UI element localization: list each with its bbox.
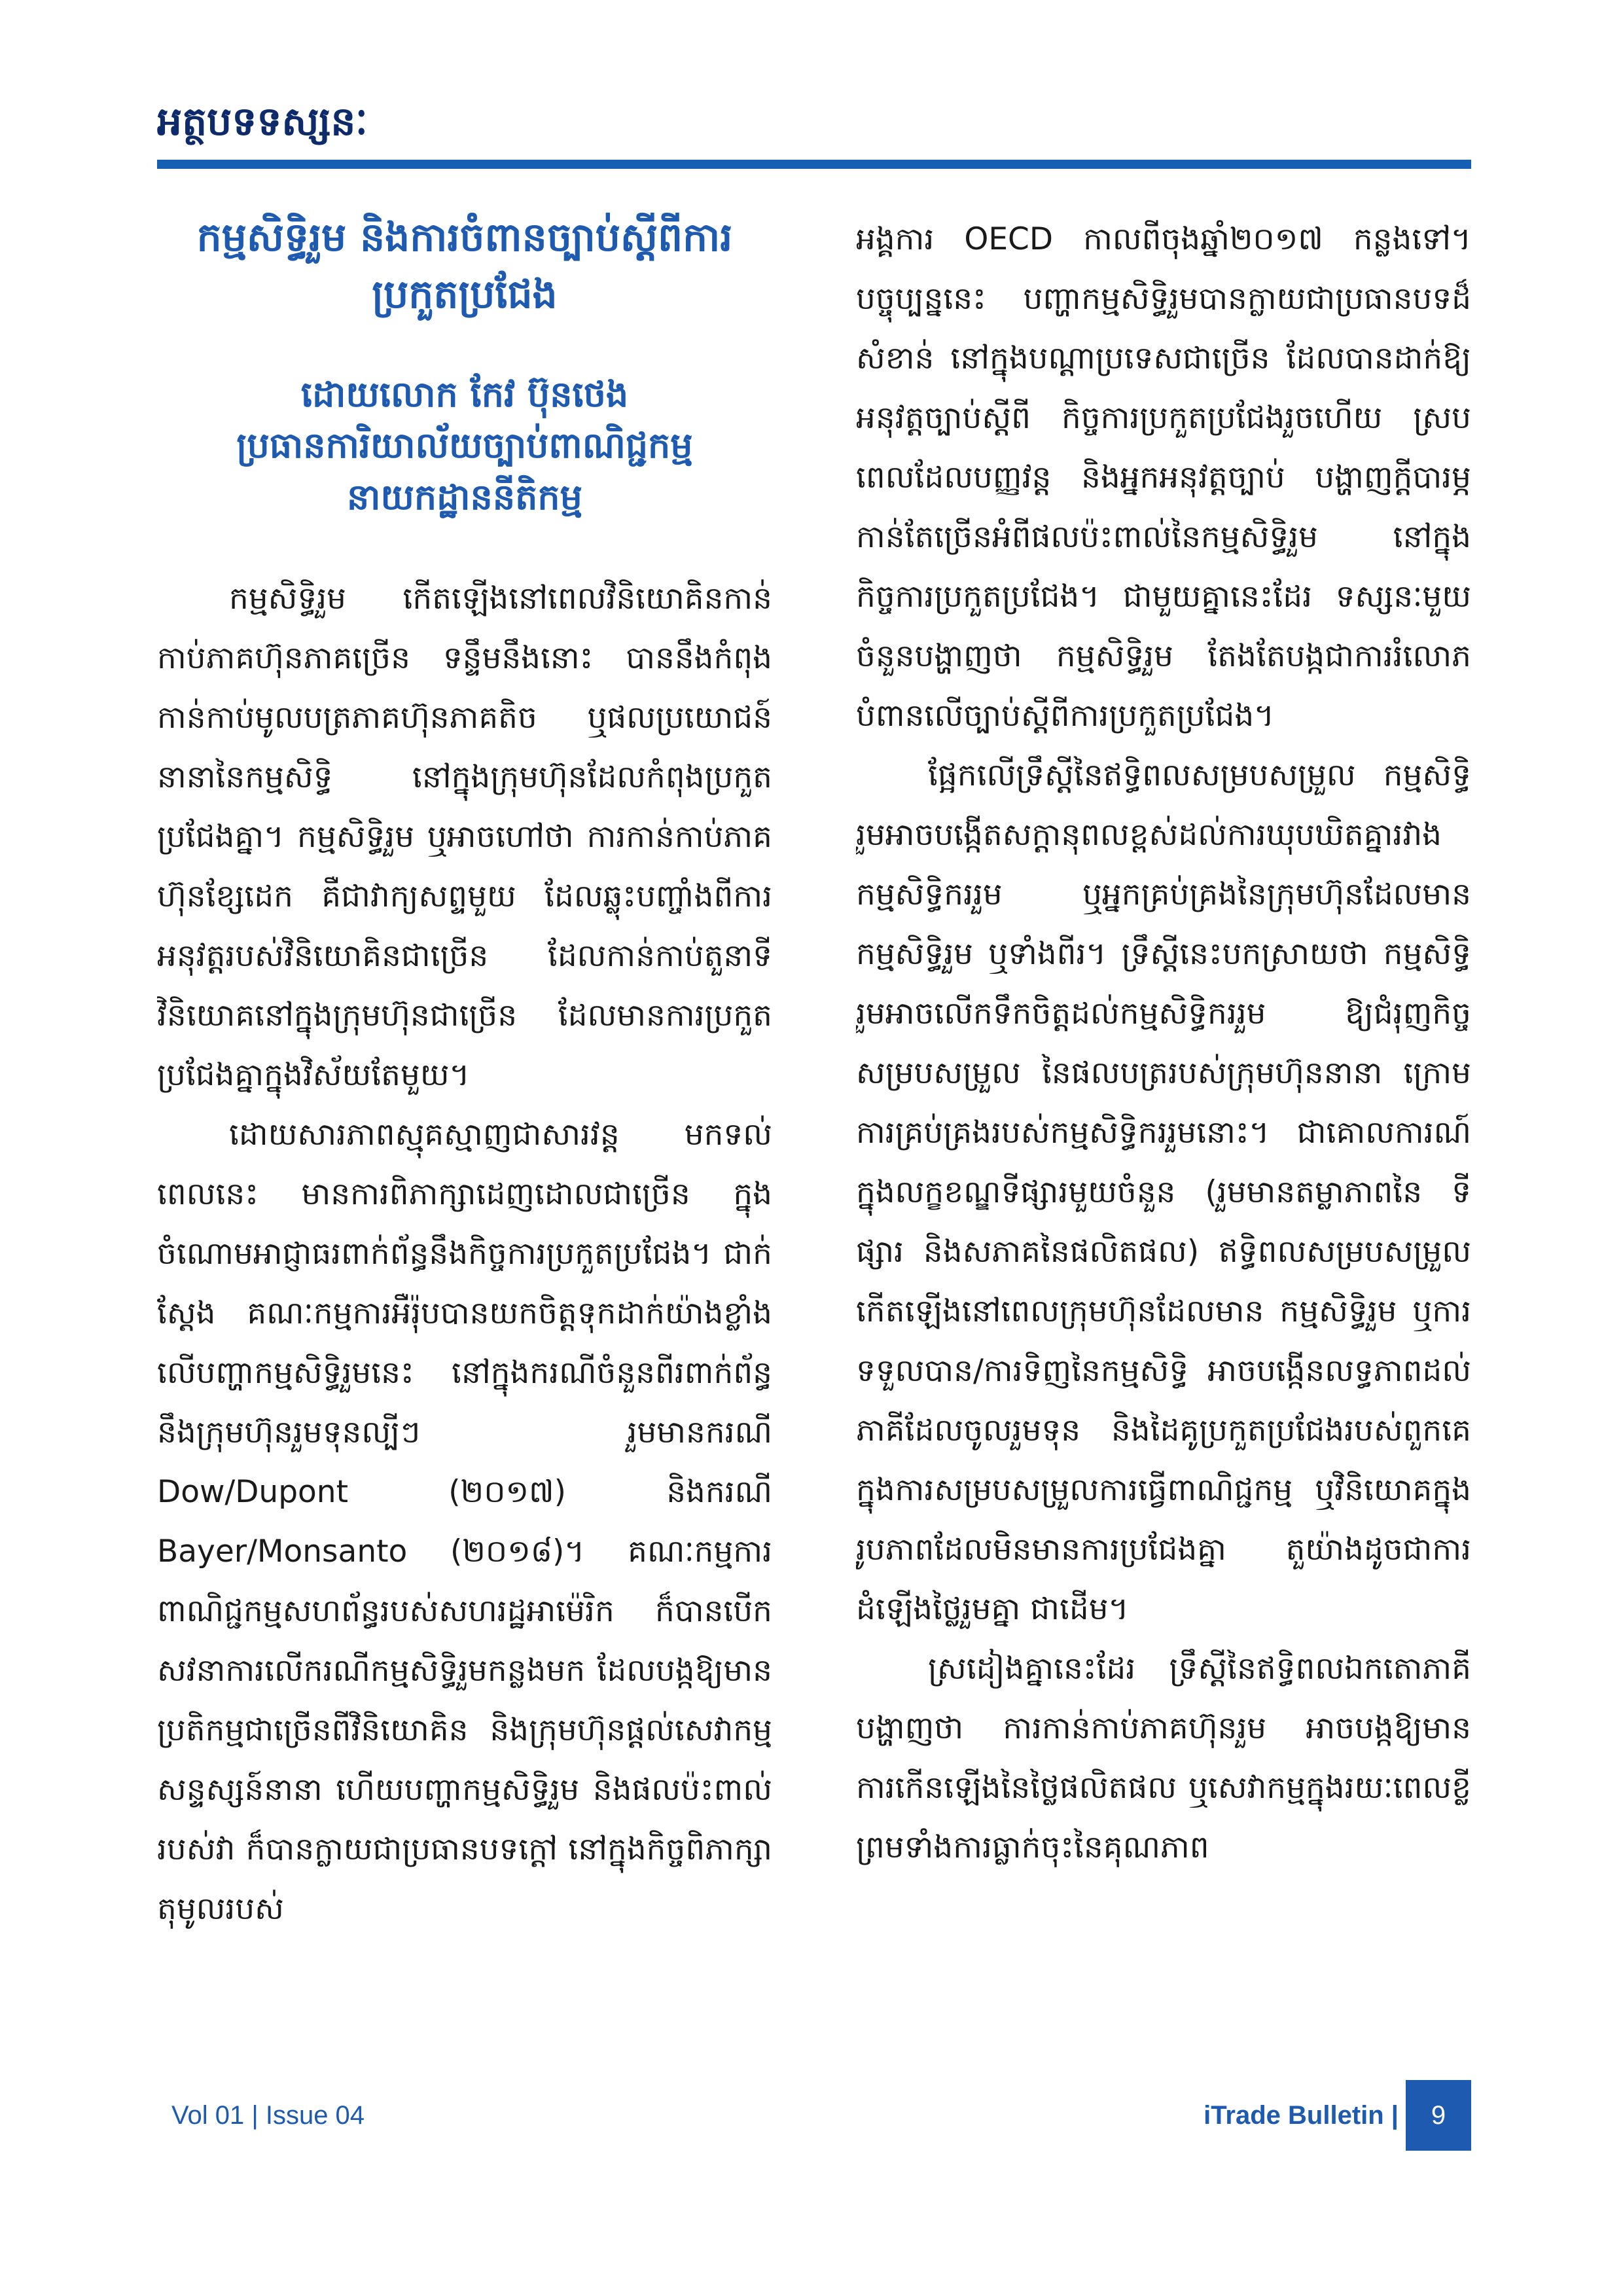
body-paragraph: កម្មសិទ្ធិរួម កើតឡើងនៅពេលវិនិយោគិនកាន់កាប់ភាគហ៊ុនភាគច្រើន ទន្ទឹមនឹងនោះ បាននឹងកំពុងកាន់កាប់មូលបត្រភាគហ៊ុនភាគតិច ឬផលប្រយោជន៍នានានៃកម្មសិទ្ធិ នៅក្នុងក្រុមហ៊ុនដែលកំពុងប្រកួតប្រជែងគ្នា។ កម្មសិទ្ធិរួម ឬអាចហៅថា ការកាន់កាប់ភាគហ៊ុនខ្សែដេក គឺជាវាក្យសព្ទមួយ ដែលឆ្លុះបញ្ចាំងពីការអនុវត្តរបស់វិនិយោគិនជាច្រើន ដែលកាន់កាប់តួនាទីវិនិយោគនៅក្នុងក្រុមហ៊ុនជាច្រើន ដែលមានការប្រកួតប្រជែងគ្នាក្នុងវិស័យតែមួយ។ (157, 580, 772, 1093)
article-title: កម្មសិទ្ធិរួម និងការចំពានច្បាប់ស្ដីពីការប្រកួតប្រជែង (196, 215, 733, 317)
byline (157, 369, 772, 523)
body-paragraph: ដោយសារភាពស្មុគស្មាញជាសារវន្ត មកទល់ពេលនេះ មានការពិភាក្សាដេញដោលជាច្រើន ក្នុងចំណោមអាជ្ញាធរពាក់ព័ន្ធនឹងកិច្ចការប្រកួតប្រជែង។ ជាក់ស្ដែង គណៈកម្មការអឺរ៉ុបបានយកចិត្តទុកដាក់យ៉ាងខ្លាំង លើបញ្ហាកម្មសិទ្ធិរួមនេះ នៅក្នុងករណីចំនួនពីរពាក់ព័ន្ធនឹងក្រុមហ៊ុនរួមទុនល្បីៗ រួមមានករណី Dow/Dupont (២០១៧) និងករណី Bayer/Monsanto (២០១៨)។ គណៈកម្មការពាណិជ្ជកម្មសហព័ន្ធរបស់សហរដ្ឋអាម៉េរិក ក៏បានបើកសវនាការលើករណីកម្មសិទ្ធិរួមកន្លងមក ដែលបង្កឱ្យមានប្រតិកម្មជាច្រើនពីវិនិយោគិន និងក្រុមហ៊ុនផ្ដល់សេវាកម្មសន្ទស្សន៍នានា ហើយបញ្ហាកម្មសិទ្ធិរួម និងផលប៉ះពាល់របស់វា ក៏បានក្លាយជាប្រធានបទក្ដៅ នៅក្នុងកិច្ចពិភាក្សាតុមូលរបស់ (157, 1116, 772, 1927)
left-column (157, 209, 772, 2049)
body-paragraph: ផ្អែកលើទ្រឹស្ដីនៃឥទ្ធិពលសម្របសម្រួល កម្មសិទ្ធិរួមអាចបង្កើតសក្ដានុពលខ្ពស់ដល់ការឃុបឃិតគ្នារវាងកម្មសិទ្ធិកររួម ឬអ្នកគ្រប់គ្រងនៃក្រុមហ៊ុនដែលមានកម្មសិទ្ធិរួម ឬទាំងពីរ។ ទ្រឹស្ដីនេះបកស្រាយថា កម្មសិទ្ធិរួមអាចលើកទឹកចិត្តដល់កម្មសិទ្ធិកររួម ឱ្យជំរុញកិច្ចសម្របសម្រួល នៃផលបត្ររបស់ក្រុមហ៊ុននានា ក្រោមការគ្រប់គ្រងរបស់កម្មសិទ្ធិកររួមនោះ។ ជាគោលការណ៍ ក្នុងលក្ខខណ្ឌទីផ្សារមួយចំនួន (រួមមានតម្លាភាពនៃ ទីផ្សារ និងសភាគនៃផលិតផល) ឥទ្ធិពលសម្របសម្រួលកើតឡើងនៅពេលក្រុមហ៊ុនដែលមាន កម្មសិទ្ធិរួម ឬការទទួលបាន/ការទិញនៃកម្មសិទ្ធិ អាចបង្កើនលទ្ធភាពដល់ភាគីដែលចូលរួមទុន និងដៃគូប្រកួតប្រជែងរបស់ពួកគេ ក្នុងការសម្របសម្រួលការធ្វើពាណិជ្ជកម្ម ឬវិនិយោគក្នុងរូបភាពដែលមិនមានការប្រជែងគ្នា តួយ៉ាងដូចជាការដំឡើងថ្លៃរួមគ្នា ជាដើម។ (856, 757, 1471, 1627)
footer-volume-issue: Vol 01 | Issue 04 (171, 2101, 365, 2130)
section-label: អត្ថបទទស្សនៈ (157, 99, 368, 145)
page-number: 9 (1406, 2080, 1471, 2151)
right-column (856, 209, 1471, 2049)
header-rule (157, 160, 1471, 169)
author-name: ដោយលោក កែវ ប៊ុនថេង (300, 374, 629, 415)
body-paragraph: អង្គការ OECD កាលពីចុងឆ្នាំ២០១៧ កន្លងទៅ។ បច្ចុប្បន្ននេះ បញ្ហាកម្មសិទ្ធិរួមបានក្លាយជាប្រធានបទដ៏សំខាន់ នៅក្នុងបណ្ដាប្រទេសជាច្រើន ដែលបានដាក់ឱ្យអនុវត្តច្បាប់ស្ដីពី កិច្ចការប្រកួតប្រជែងរួចហើយ ស្របពេលដែលបញ្ញវន្ត និងអ្នកអនុវត្តច្បាប់ បង្ហាញក្ដីបារម្ភកាន់តែច្រើនអំពីផលប៉ះពាល់នៃកម្មសិទ្ធិរួម នៅក្នុងកិច្ចការប្រកួតប្រជែង។ ជាមួយគ្នានេះដែរ ទស្សនៈមួយចំនួនបង្ហាញថា កម្មសិទ្ធិរួម តែងតែបង្កជាការរំលោភបំពានលើច្បាប់ស្ដីពីការប្រកួតប្រជែង។ (856, 221, 1471, 734)
author-department: នាយកដ្ឋាននីតិកម្ម (347, 476, 582, 518)
body-paragraph: ស្រដៀងគ្នានេះដែរ ទ្រឹស្ដីនៃឥទ្ធិពលឯកតោភាគី បង្ហាញថា ការកាន់កាប់ភាគហ៊ុនរួម អាចបង្កឱ្យមានការកើនឡើងនៃថ្លៃផលិតផល ឬសេវាកម្មក្នុងរយៈពេលខ្លី ព្រមទាំងការធ្លាក់ចុះនៃគុណភាព (856, 1651, 1471, 1865)
footer-publication: iTrade Bulletin | (1204, 2101, 1399, 2130)
author-position: ប្រធានការិយាល័យច្បាប់ពាណិជ្ជកម្ម (236, 425, 693, 467)
